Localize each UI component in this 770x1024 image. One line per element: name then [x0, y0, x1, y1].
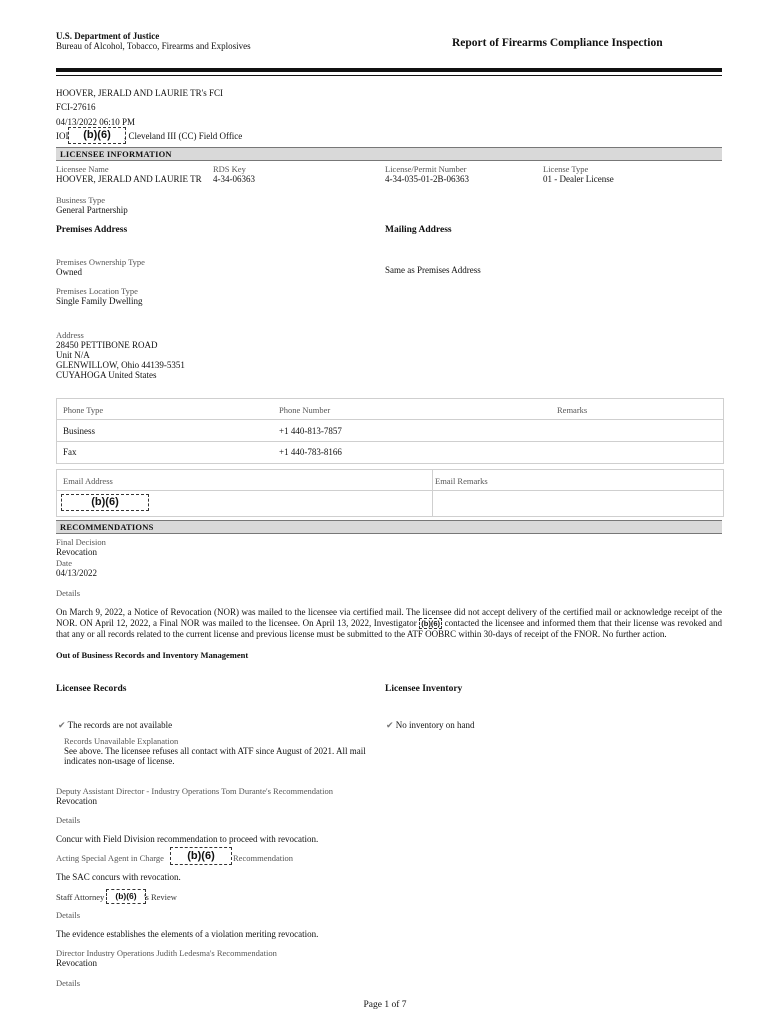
table-row: [57, 441, 723, 463]
bureau-name: Bureau of Alcohol, Tobacco, Firearms and Explosives: [56, 41, 251, 51]
inspection-id: FCI-27616: [56, 102, 96, 112]
address-line-3: GLENWILLOW, Ohio 44139-5351: [56, 360, 185, 370]
details-label: Details: [56, 588, 81, 598]
phone-type-cell: Business: [63, 426, 96, 436]
location-type-value: Single Family Dwelling: [56, 296, 143, 306]
report-title: Report of Firearms Compliance Inspection: [452, 37, 663, 49]
redaction-box: (b)(6): [106, 889, 146, 904]
details-label: Details: [56, 815, 81, 825]
date-label: Date: [56, 558, 73, 568]
records-unavailable-text-2: indicates non-usage of license.: [64, 756, 175, 766]
licensee-name-value: HOOVER, JERALD AND LAURIE TR: [56, 174, 202, 184]
email-remarks-header: Email Remarks: [435, 476, 488, 486]
staff-attorney-prefix: Staff Attorney: [56, 892, 105, 902]
ownership-type-value: Owned: [56, 267, 82, 277]
header-rule-thin: [56, 75, 722, 76]
mailing-address-heading: Mailing Address: [385, 225, 452, 235]
dio-recommendation-label: Director Industry Operations Judith Ledesma's Recommendation: [56, 948, 277, 958]
email-address-header: Email Address: [63, 476, 113, 486]
table-row: [57, 490, 723, 516]
licensee-heading: HOOVER, JERALD AND LAURIE TR's FCI: [56, 88, 223, 98]
details-label: Details: [56, 910, 81, 920]
inspection-datetime: 04/13/2022 06:10 PM: [56, 117, 136, 127]
mailing-address-value: Same as Premises Address: [385, 265, 481, 275]
email-table: [56, 469, 724, 517]
dio-recommendation-value: Revocation: [56, 958, 97, 968]
license-number-value: 4-34-035-01-2B-06363: [385, 174, 469, 184]
sac-text: The SAC concurs with revocation.: [56, 872, 181, 882]
final-decision-label: Final Decision: [56, 537, 106, 547]
records-unavailable-label: Records Unavailable Explanation: [64, 736, 179, 746]
records-status: ✔ The records are not available: [58, 720, 173, 731]
redaction-box: (b)(6): [61, 494, 149, 511]
header-rule-thick: [56, 68, 722, 72]
license-type-value: 01 - Dealer License: [543, 174, 614, 184]
licensee-records-heading: Licensee Records: [56, 684, 127, 694]
rds-key-label: RDS Key: [213, 164, 246, 174]
location-type-label: Premises Location Type: [56, 286, 138, 296]
agency-name: U.S. Department of Justice: [56, 31, 160, 41]
redaction-box: (b)(6): [421, 619, 441, 628]
rds-key-value: 4-34-06363: [213, 174, 255, 184]
sac-label-prefix: Acting Special Agent in Charge: [56, 853, 164, 863]
licensee-name-label: Licensee Name: [56, 164, 109, 174]
table-row: [57, 419, 723, 442]
inventory-status: ✔ No inventory on hand: [386, 720, 475, 731]
phone-remarks-header: Remarks: [557, 405, 588, 415]
daa-recommendation-value: Revocation: [56, 796, 97, 806]
ioi-office: , Cleveland III (CC) Field Office: [124, 131, 243, 141]
records-unavailable-text-1: See above. The licensee refuses all contact with ATF since August of 2021. All mail: [64, 746, 366, 756]
license-type-label: License Type: [543, 164, 589, 174]
license-number-label: License/Permit Number: [385, 164, 467, 174]
phone-table: [56, 398, 724, 464]
section-bar-licensee-info: LICENSEE INFORMATION: [56, 147, 722, 161]
address-line-4: CUYAHOGA United States: [56, 370, 157, 380]
business-type-label: Business Type: [56, 195, 106, 205]
phone-number-cell: +1 440-783-8166: [279, 447, 342, 457]
redaction-box: (b)(6): [68, 127, 126, 144]
phone-number-header: Phone Number: [279, 405, 331, 415]
attorney-details-text: The evidence establishes the elements of a violation meriting revocation.: [56, 929, 319, 939]
page-number: Page 1 of 7: [363, 1000, 407, 1010]
address-line-2: Unit N/A: [56, 350, 90, 360]
checkmark-icon: ✔: [58, 721, 66, 731]
premises-address-heading: Premises Address: [56, 225, 128, 235]
recommendation-details: On March 9, 2022, a Notice of Revocation (NOR) was mailed to the licensee via certified mail. The licensee did not accept delivery of the certified mail or acknowledge receipt of the NOR. ON April 12, 2022, a Final NOR was mailed to the licensee. On April 13, 2022, Investigator (b)(6) contacted the licensee and informed them that their license was revoked and that any or all records related to the current license and previous license must be submitted to the ATF OOBRC within 30-days of receipt of the FNOR. No further action.: [56, 607, 722, 639]
oob-heading: Out of Business Records and Inventory Management: [56, 650, 249, 660]
sac-label-suffix: Recommendation: [233, 853, 293, 863]
staff-attorney-suffix: 's Review: [144, 892, 177, 902]
business-type-value: General Partnership: [56, 205, 128, 215]
licensee-inventory-heading: Licensee Inventory: [385, 684, 463, 694]
ownership-type-label: Premises Ownership Type: [56, 257, 145, 267]
address-line-1: 28450 PETTIBONE ROAD: [56, 340, 158, 350]
redaction-box: (b)(6): [170, 847, 232, 865]
details-label: Details: [56, 978, 81, 988]
phone-type-header: Phone Type: [63, 405, 104, 415]
date-value: 04/13/2022: [56, 568, 98, 578]
checkmark-icon: ✔: [386, 721, 394, 731]
address-label: Address: [56, 330, 84, 340]
daa-recommendation-label: Deputy Assistant Director - Industry Operations Tom Durante's Recommendation: [56, 786, 333, 796]
phone-type-cell: Fax: [63, 447, 77, 457]
daa-details-text: Concur with Field Division recommendation to proceed with revocation.: [56, 834, 319, 844]
section-bar-recommendations: RECOMMENDATIONS: [56, 520, 722, 534]
ioi-prefix: IOI: [56, 131, 69, 141]
phone-number-cell: +1 440-813-7857: [279, 426, 342, 436]
final-decision-value: Revocation: [56, 547, 97, 557]
